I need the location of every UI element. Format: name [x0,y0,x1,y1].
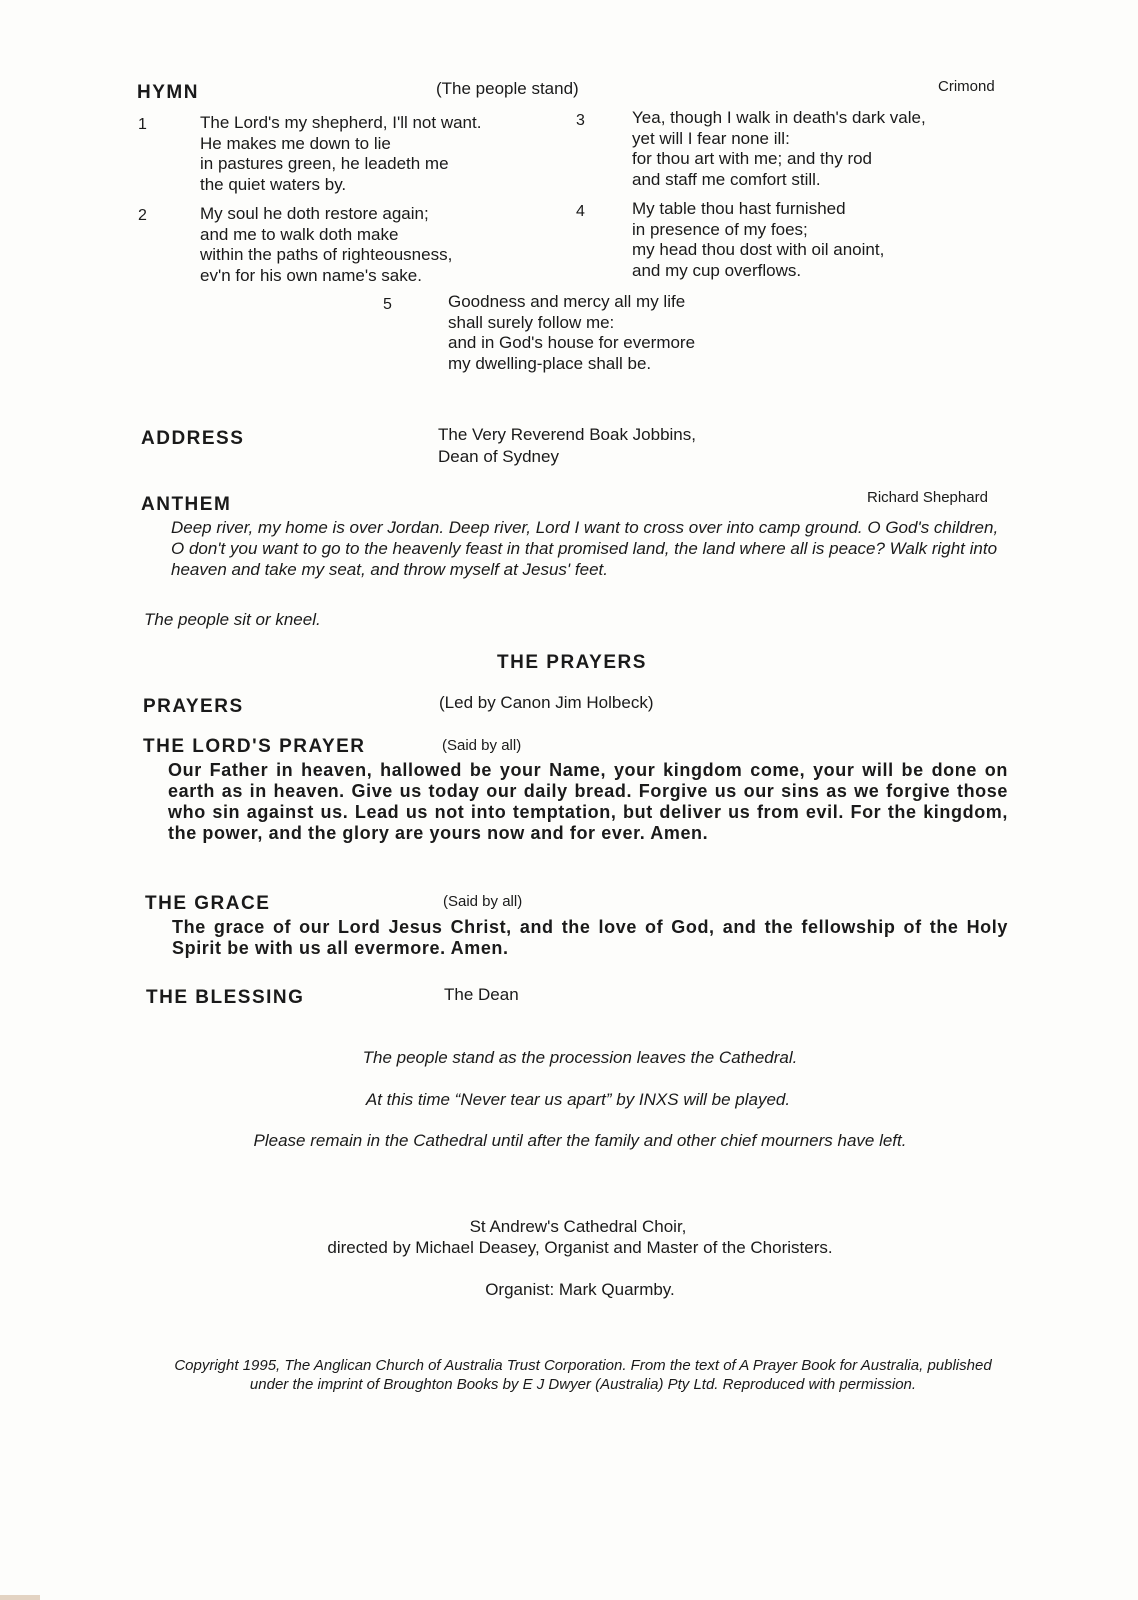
anthem-text: Deep river, my home is over Jordan. Deep river, Lord I want to cross over into camp ground. O God's children, O don't you want to go to the heavenly feast in that promised land, the land where all is peace? Walk right into heaven and take my seat, and throw myself at Jesus' feet. [171,518,999,579]
verse-line: He makes me down to lie [200,133,391,153]
prayers-heading: PRAYERS [143,696,244,717]
grace-note: (Said by all) [443,893,523,910]
verse-line: Yea, though I walk in death's dark vale, [632,108,926,127]
anthem-composer: Richard Shephard [867,489,988,506]
choir-credit: St Andrew's Cathedral Choir, [469,1217,687,1236]
verse-number: 4 [576,203,585,220]
address-heading: ADDRESS [141,428,245,449]
scan-edge-mark [0,1595,40,1600]
anthem-heading: ANTHEM [141,494,232,515]
choir-director-credit: directed by Michael Deasey, Organist and Master of the Choristers. [327,1238,833,1257]
verse-line: My table thou hast furnished [632,199,846,218]
verse-line: my dwelling-place shall be. [448,353,652,373]
address-speaker [438,424,696,468]
sit-instruction: The people sit or kneel. [144,610,321,629]
verse-line: and in God's house for evermore [448,333,696,352]
prayers-section-title: THE PRAYERS [497,652,647,673]
copyright-notice: Copyright 1995, The Anglican Church of Australia Trust Corporation. From the text of A Prayer Book for Australia, published under the imprint of Broughton Books by E J Dwyer (Australia) Pty Ltd. Reproduced with permission. [174,1357,992,1393]
organist-credit: Organist: Mark Quarmby. [485,1280,675,1299]
verse-line: yet will I fear none ill: [632,128,790,148]
lords-prayer-note: (Said by all) [442,737,522,754]
verse-line: ev'n for his own name's sake. [200,265,422,285]
verse-line: Goodness and mercy all my life [448,292,686,311]
grace-heading: THE GRACE [145,893,271,914]
prayers-led-by: (Led by Canon Jim Holbeck) [439,693,654,712]
closing-instruction: The people stand as the procession leaves the Cathedral. [362,1048,798,1067]
hymn-verse [200,204,452,286]
grace-text: The grace of our Lord Jesus Christ, and the love of God, and the fellowship of the Holy Spirit be with us all evermore. Amen. [172,917,1008,958]
closing-music-note: At this time “Never tear us apart” by INXS will be played. [365,1090,791,1109]
speaker-title: Dean of Sydney [438,447,559,466]
hymn-verse [632,199,884,281]
verse-line: in pastures green, he leadeth me [200,154,449,173]
hymn-verse [448,292,695,374]
verse-line: and staff me comfort still. [632,169,821,189]
verse-line: The Lord's my shepherd, I'll not want. [200,113,482,132]
verse-line: my head thou dost with oil anoint, [632,240,885,259]
verse-line: within the paths of righteousness, [200,245,453,264]
verse-line: shall surely follow me: [448,312,615,332]
verse-line: for thou art with me; and thy rod [632,149,873,168]
verse-line: the quiet waters by. [200,174,347,194]
hymn-instruction: (The people stand) [436,79,579,98]
verse-line: in presence of my foes; [632,219,808,239]
lords-prayer-heading: THE LORD'S PRAYER [143,736,366,757]
lords-prayer-text: Our Father in heaven, hallowed be your Name, your kingdom come, your will be done on earth as in heaven. Give us today our daily bread. Forgive us our sins as we forgive those who sin against us. Lead us not into temptation, but deliver us from evil. For the kingdom, the power, and the glory are yours now and for ever. Amen. [168,760,1008,843]
hymn-tune: Crimond [938,78,995,95]
hymn-verse [200,113,481,195]
verse-line: and my cup overflows. [632,260,802,280]
verse-number: 3 [576,112,585,129]
verse-number: 1 [138,116,147,133]
closing-remain-note: Please remain in the Cathedral until after the family and other chief mourners have left. [253,1131,907,1150]
hymn-verse [632,108,926,190]
verse-number: 2 [138,207,147,224]
speaker-name: The Very Reverend Boak Jobbins, [438,425,696,444]
hymn-heading: HYMN [137,82,199,103]
blessing-by: The Dean [444,985,519,1004]
blessing-heading: THE BLESSING [146,987,305,1008]
verse-line: My soul he doth restore again; [200,204,429,223]
verse-line: and me to walk doth make [200,224,399,244]
verse-number: 5 [383,296,392,313]
